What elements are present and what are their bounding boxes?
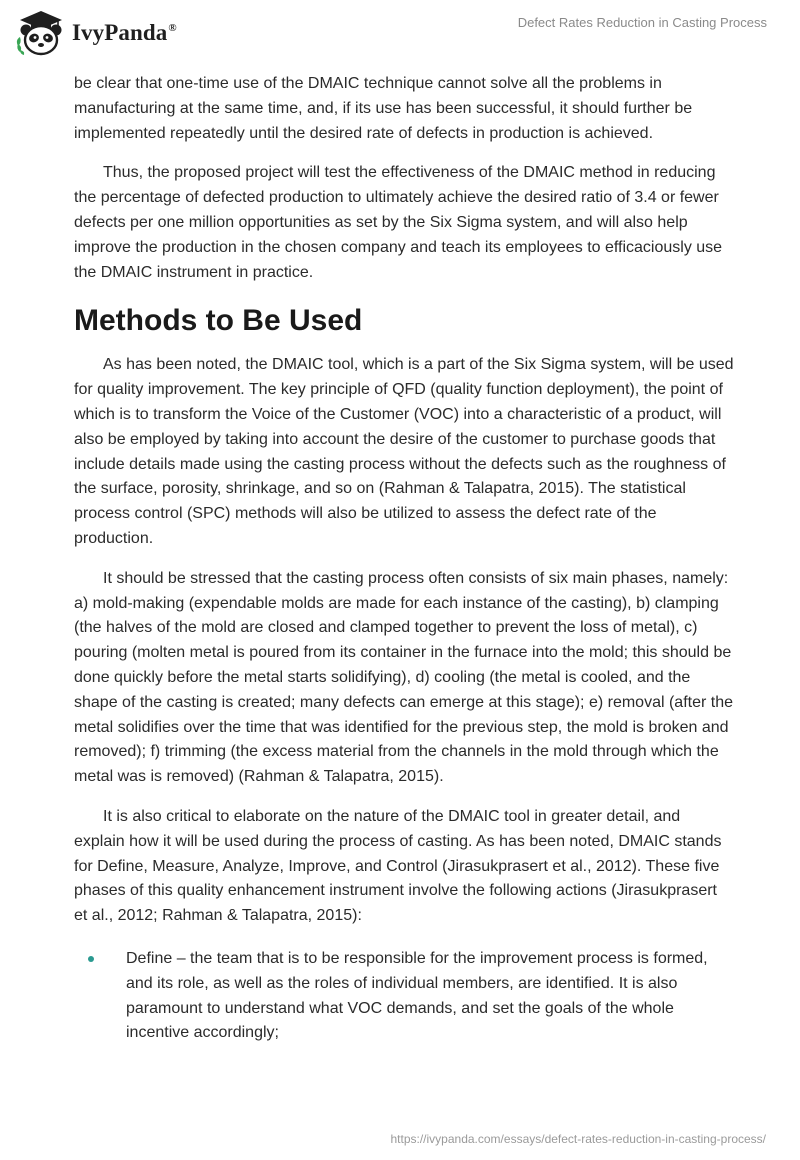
dmaic-phase-list [74,947,734,1046]
source-url[interactable]: https://ivypanda.com/essays/defect-rates-reduction-in-casting-process/ [390,1132,766,1146]
paragraph-project-summary: Thus, the proposed project will test the effectiveness of the DMAIC method in reducing the percentage of defected production to ultimately achieve the desired ratio of 3.4 or fewer defects per one million opportunities as set by the Six Sigma system, and will also help improve the production in the chosen company and teach its employees to efficaciously use the DMAIC instrument in practice. [74,164,723,281]
site-logo[interactable] [14,6,177,58]
section-heading-methods: Methods to Be Used [74,304,363,338]
list-item [126,947,734,1046]
bullet-icon [88,956,94,962]
panda-logo-icon [14,6,68,58]
essay-body [74,72,734,1046]
document-title: Defect Rates Reduction in Casting Process [517,15,767,30]
paragraph-casting-phases: It should be stressed that the casting process often consists of six main phases, namely: a) mold-making (expendable molds are made for each instance of the casting), b) clamping (the halves of the mold are closed and clamped together to prevent the loss of metal), c) pouring (molten metal is poured from its container in the furnace into the mold; this should be done quickly before the metal starts solidifying), d) cooling (the metal is cooled, and the shape of the casting is created; many defects can emerge at this stage); e) removal (after the metal solidifies over the time that was identified for the previous step, the mold is broken and removed); f) trimming (the excess material from the channels in the mold through which the metal was is removed) (Rahman & Talapatra, 2015). [74,569,733,786]
page-header [0,0,800,66]
logo-wordmark: IvyPanda® [72,20,177,45]
paragraph-dmaic-qfd: As has been noted, the DMAIC tool, which is a part of the Six Sigma system, will be used for quality improvement. The key principle of QFD (quality function deployment), the point of which is to transform the Voice of the Customer (VOC) into a characteristic of a product, will also be employed by taking into account the desire of the customer to purchase goods that include details made using the casting process without the defects such as the roughness of the surface, porosity, shrinkage, and so on (Rahman & Talapatra, 2015). The statistical process control (SPC) methods will also be utilized to assess the defect rate of the production. [74,356,734,547]
list-item-text: Define – the team that is to be responsible for the improvement process is formed, and its role, as well as the roles of individual members, are identified. It is also paramount to understand what VOC demands, and set the goals of the whole incentive accordingly; [126,949,708,1042]
registered-mark: ® [168,22,177,35]
paragraph-dmaic-detail: It is also critical to elaborate on the nature of the DMAIC tool in greater detail, and explain how it will be used during the process of casting. As has been noted, DMAIC stands for Define, Measure, Analyze, Improve, and Control (Jirasukprasert et al., 2012). These five phases of this quality enhancement instrument involve the following actions (Jirasukprasert et al., 2012; Rahman & Talapatra, 2015): [74,807,722,925]
paragraph-continued: be clear that one-time use of the DMAIC technique cannot solve all the problems in manufacturing at the same time, and, if its use has been successful, it should further be implemented repeatedly until the desired rate of defects in production is achieved. [74,75,693,142]
